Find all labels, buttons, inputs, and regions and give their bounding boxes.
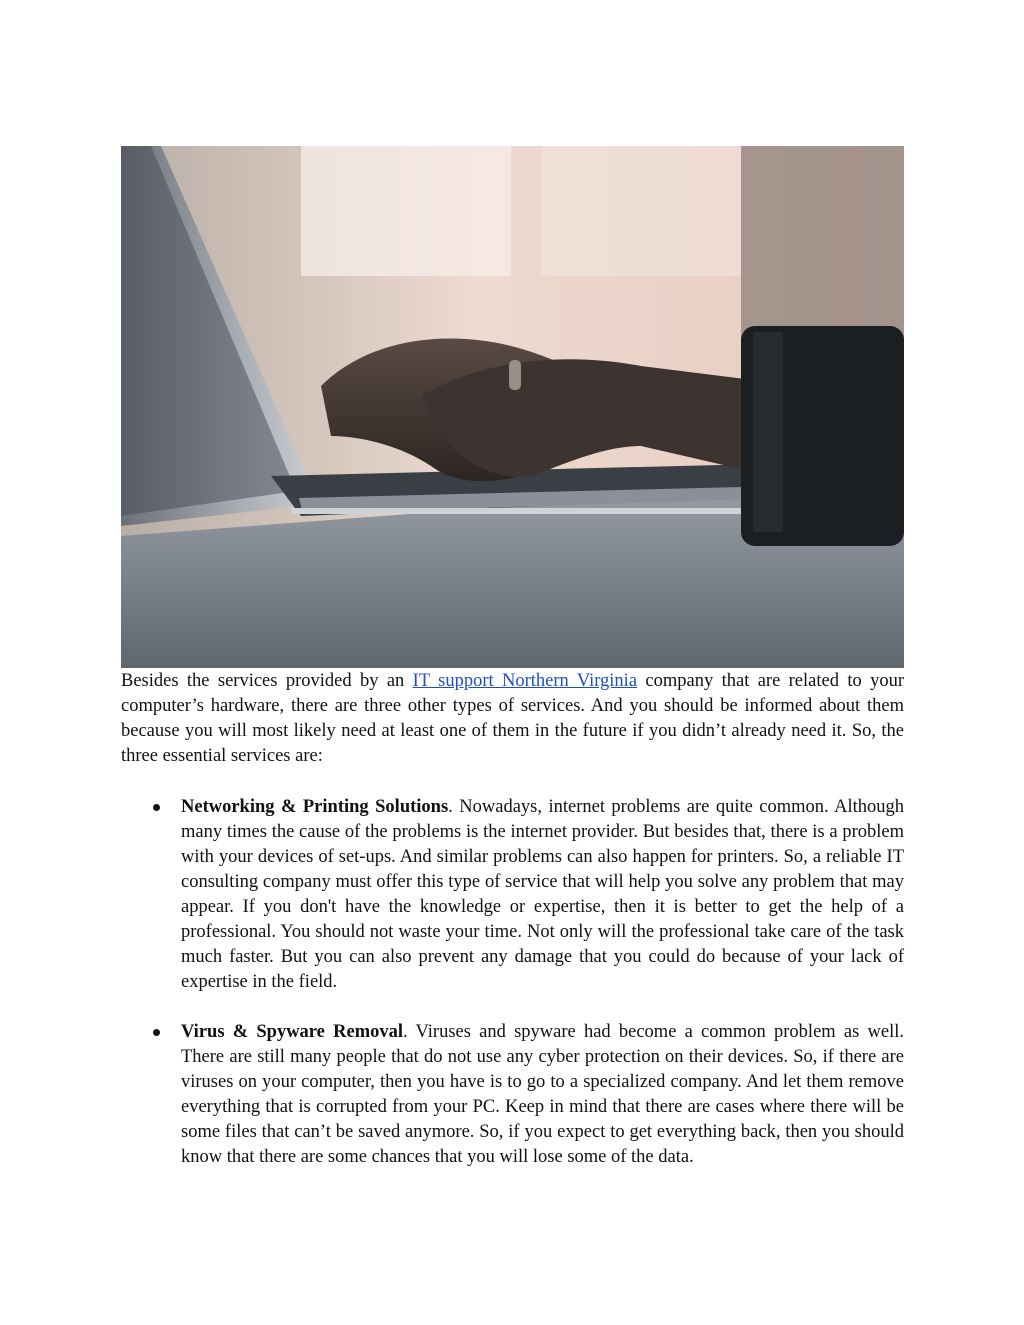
it-support-northern-virginia-link[interactable]: IT support Northern Virginia (412, 671, 638, 691)
bullet-icon (153, 1029, 160, 1036)
services-bullet-list (121, 795, 904, 1170)
intro-text (121, 669, 904, 769)
bullet-body: . Viruses and spyware had become a common problem as well. There are still many people that do not use any cyber protection on their devices. So, if there are viruses on your computer, then you have is to go to a specialized company. And let them remove everything that is corrupted from your PC. Keep in mind that there are cases where there will be some files that can’t be saved anymore. So, if you expect to get everything back, then you should know that there are some chances that you will lose some of the data. (181, 1022, 905, 1167)
bullet-icon (153, 804, 160, 811)
bullet-body: . Nowadays, internet problems are quite common. Although many times the cause of the problems is the internet provider. But besides that, there is a problem with your devices of set-ups. And similar problems can also happen for printers. So, a reliable IT consulting company must offer this type of service that will help you solve any problem that may appear. If you don't have the knowledge or expertise, then it is better to get the help of a professional. You should not waste your time. Not only will the professional take care of the task much faster. But you can also prevent any damage that you could do because of your lack of expertise in the field. (181, 797, 904, 992)
list-item (121, 795, 904, 995)
photo-illustration (121, 146, 904, 668)
bullet-title: Networking & Printing Solutions (181, 797, 449, 817)
list-item (121, 1020, 904, 1170)
intro-after-link: company that are related to your computer’s hardware, there are three other types of services. And you should be informed about them because you will most likely need at least one of them in the future if you didn’t already need it. So, the three essential services are: (121, 671, 904, 766)
intro-before-link: Besides the services provided by an (121, 671, 413, 691)
bullet-title: Virus & Spyware Removal (181, 1022, 403, 1042)
intro-paragraph (121, 669, 904, 769)
laptop-typing-photo (121, 146, 904, 668)
